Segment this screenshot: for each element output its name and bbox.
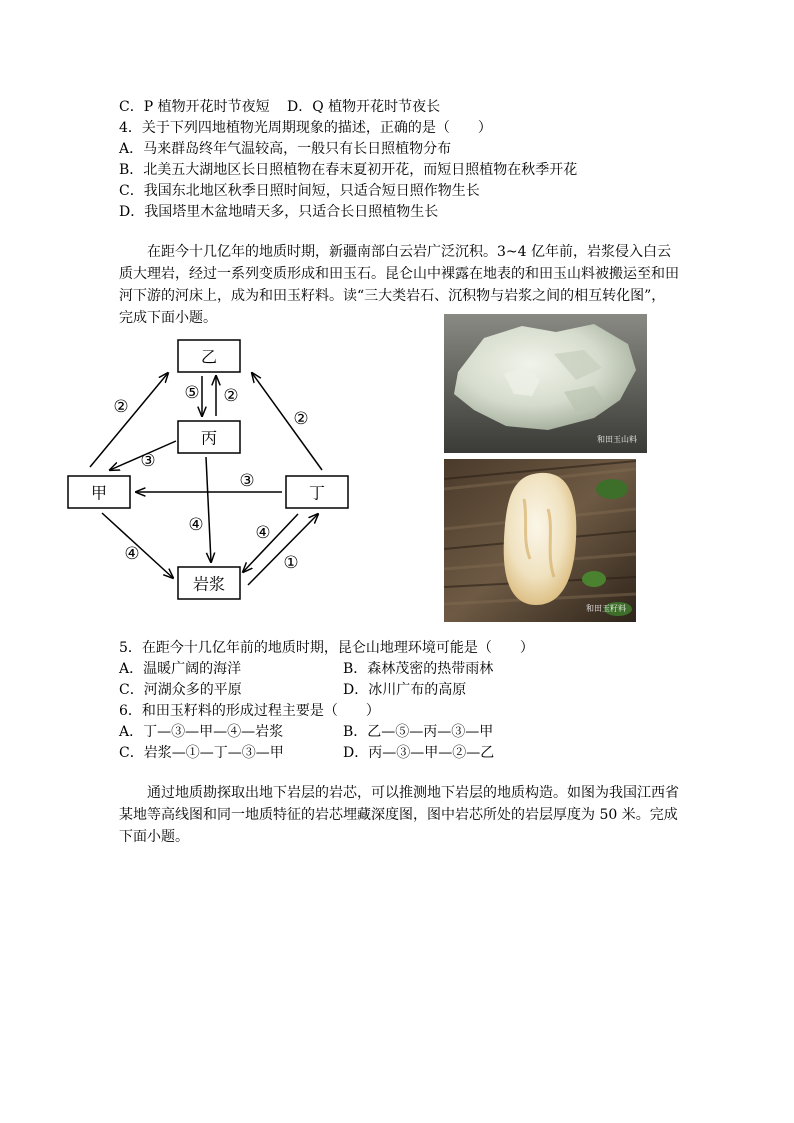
label-ding-to-magma: ④ bbox=[255, 523, 271, 543]
label-bing-to-magma: ④ bbox=[188, 515, 204, 535]
q6-option-a: A．丁—③—甲—④—岩浆 bbox=[119, 724, 284, 740]
q5-stem: 5．在距今十几亿年前的地质时期，昆仑山地理环境可能是（ ） bbox=[119, 640, 534, 656]
q4-stem: 4．关于下列四地植物光周期现象的描述，正确的是（ ） bbox=[119, 120, 492, 136]
label-bing-to-jia: ③ bbox=[140, 451, 156, 471]
passage-hetian-jade-text: 在距今十几亿年的地质时期，新疆南部白云岩广泛沉积。3~4 亿年前，岩浆侵入白云质大理岩，经过一系列变质形成和田玉石。昆仑山中裸露在地表的和田玉山料被搬运至和田河下游的河床上，成为和田玉籽料。读“三大类岩石、沉积物与岩浆之间的相互转化图”，完成下面小题。 bbox=[119, 244, 679, 326]
label-jia-to-yi: ② bbox=[113, 397, 129, 417]
q3-option-d: D．Q 植物开花时节夜长 bbox=[287, 99, 441, 115]
box-ding-label: 丁 bbox=[308, 483, 326, 503]
q6-option-d: D．丙—③—甲—②—乙 bbox=[343, 745, 495, 761]
q4-option-d: D．我国塔里木盆地晴天多，只适合长日照植物生长 bbox=[119, 204, 439, 220]
photo-caption-raw: 和田玉山料 bbox=[597, 435, 637, 444]
arrow-jia-to-yi bbox=[90, 373, 168, 467]
q5-option-c: C．河湖众多的平原 bbox=[119, 682, 242, 698]
passage-rock-core bbox=[119, 782, 679, 848]
box-bing-label: 丙 bbox=[200, 428, 218, 448]
box-yi-label: 乙 bbox=[200, 347, 218, 367]
jade-raw-image bbox=[444, 314, 647, 453]
q5-option-d: D．冰川广布的高原 bbox=[343, 682, 467, 698]
rock-cycle-diagram bbox=[60, 330, 360, 610]
photo-hetian-jade-pebble bbox=[444, 459, 636, 622]
label-bing-to-yi: ⑤ bbox=[184, 383, 200, 403]
label-magma-to-ding: ① bbox=[283, 553, 299, 573]
photo-hetian-jade-raw bbox=[444, 314, 647, 453]
arrow-bing-to-magma bbox=[206, 457, 211, 562]
box-magma-label: 岩浆 bbox=[192, 574, 226, 594]
label-ding-to-jia: ③ bbox=[239, 471, 255, 491]
q6-option-b: B．乙—⑤—丙—③—甲 bbox=[343, 724, 494, 740]
q4-option-b: B．北美五大湖地区长日照植物在春末夏初开花，而短日照植物在秋季开花 bbox=[119, 162, 578, 178]
box-jia-label: 甲 bbox=[90, 483, 108, 503]
jade-pebble-image bbox=[444, 459, 636, 622]
label-jia-to-magma: ④ bbox=[124, 544, 140, 564]
q4-option-a: A．马来群岛终年气温较高，一般只有长日照植物分布 bbox=[119, 141, 452, 157]
q3-option-c: C．P 植物开花时节夜短 bbox=[119, 99, 270, 115]
q5-option-a: A．温暖广阔的海洋 bbox=[119, 661, 242, 677]
q6-option-c: C．岩浆—①—丁—③—甲 bbox=[119, 745, 284, 761]
passage-rock-core-text: 通过地质勘探取出地下岩层的岩芯，可以推测地下岩层的地质构造。如图为我国江西省某地等高线图和同一地质特征的岩芯埋藏深度图，图中岩芯所处的岩层厚度为 50 米。完成下面小题。 bbox=[119, 785, 679, 845]
photo-caption-pebble: 和田玉籽料 bbox=[586, 604, 626, 613]
q5-option-b: B．森林茂密的热带雨林 bbox=[343, 661, 494, 677]
q6-stem: 6．和田玉籽料的形成过程主要是（ ） bbox=[119, 703, 380, 719]
arrow-ding-to-yi bbox=[252, 373, 322, 470]
label-yi-to-bing: ② bbox=[223, 386, 239, 406]
label-ding-to-yi: ② bbox=[293, 409, 309, 429]
q4-option-c: C．我国东北地区秋季日照时间短，只适合短日照作物生长 bbox=[119, 183, 480, 199]
